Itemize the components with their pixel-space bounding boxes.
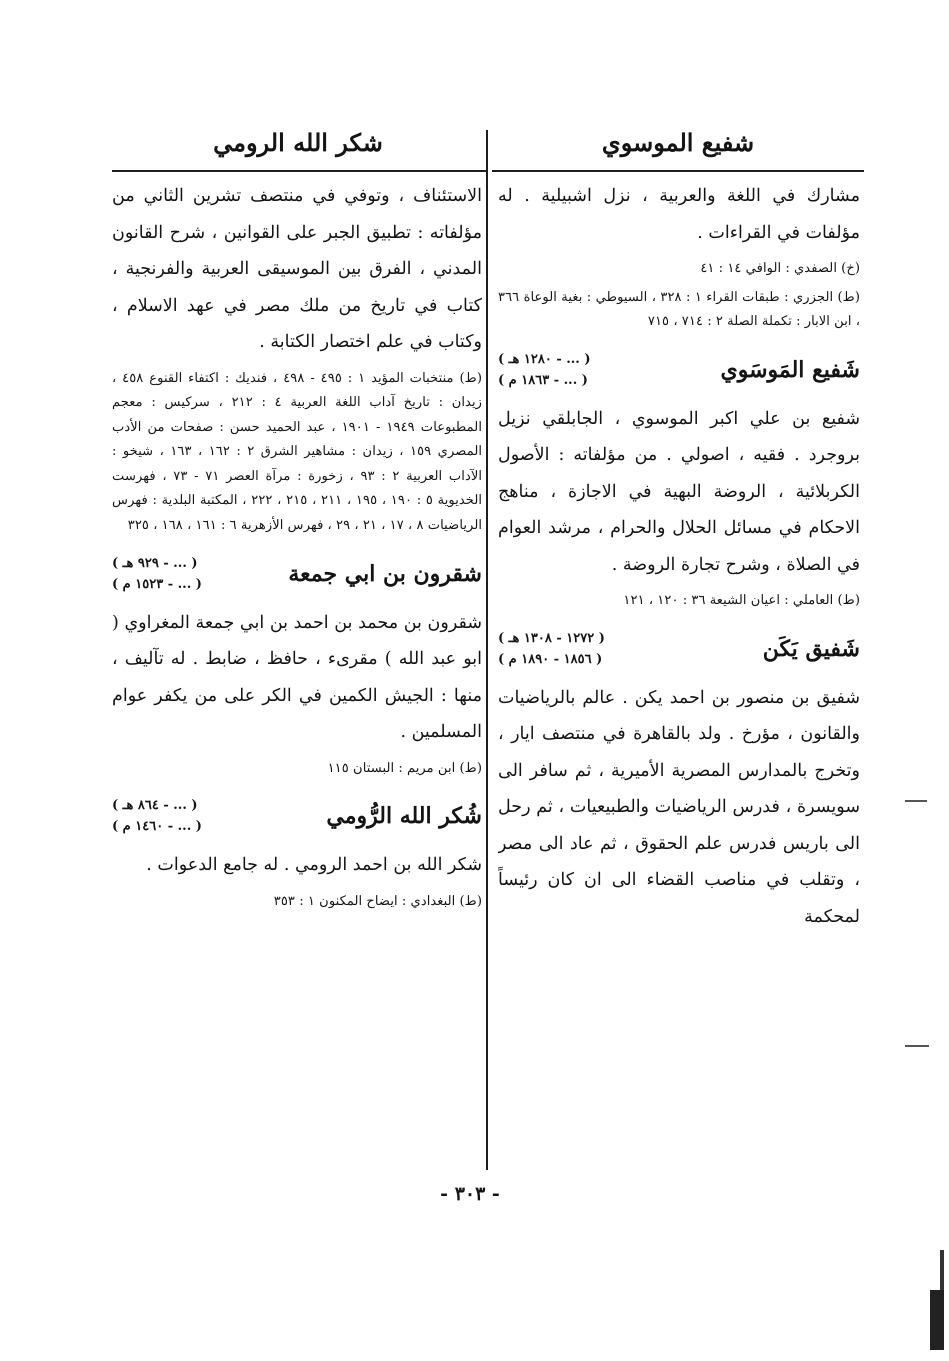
entry-body: شفيع بن علي اكبر الموسوي ، الجابلقي نزيل بروجرد . فقيه ، اصولي . من مؤلفاته : الأصول الكربلائية ، الروضة البهية في الاجازة ، مناهج الاحكام في مسائل الحلال والحرام ، مرشد العوام في الصلاة ، وشرح تجارة الروضة .	[498, 408, 860, 575]
source-citation: (ط) العاملي : اعيان الشيعة ٣٦ : ١٢٠ ، ١٢١	[623, 593, 860, 609]
header-rule-left	[112, 170, 486, 172]
entry-heading	[112, 545, 482, 603]
entry-heading	[498, 620, 860, 678]
column-divider	[486, 130, 488, 1170]
source-citation: (ط) ابن مريم : البستان ١١٥	[327, 760, 482, 776]
right-column	[498, 178, 860, 1170]
date-hijri: ( ... - ٨٦٤ هـ )	[112, 798, 198, 814]
scan-mark	[940, 1250, 944, 1290]
page-number: - ٣٠٣ -	[440, 1183, 500, 1205]
date-hijri: ( ١٢٧٢ - ١٣٠٨ هـ )	[498, 630, 605, 646]
date-gregorian: ( ... - ١٤٦٠ م )	[112, 819, 202, 835]
date-gregorian: ( ... - ١٨٦٣ م )	[498, 372, 588, 388]
entry-body: شكر الله بن احمد الرومي . له جامع الدعوات .	[146, 855, 482, 876]
date-gregorian: ( ١٨٥٦ - ١٨٩٠ م )	[498, 651, 603, 667]
entry-heading	[112, 787, 482, 845]
entry-body: شفيق بن منصور بن احمد يكن . عالم بالرياضيات والقانون ، مؤرخ . ولد بالقاهرة في منتصف ايار ، وتخرج بالمدارس المصرية الأميرية ، ثم سافر الى سويسرة ، فدرس الرياضيات والطبيعيات ، ثم رحل الى باريس فدرس علم الحقوق ، ثم عاد الى مصر ، وتقلب في مناصب القضاء الى ان كان رئيساً لمحكمة	[498, 687, 860, 927]
date-hijri: ( ... - ١٢٨٠ هـ )	[498, 351, 591, 367]
left-column	[112, 178, 482, 1170]
scan-mark	[905, 1045, 929, 1047]
date-gregorian: ( ... - ١٥٢٣ م )	[112, 576, 202, 592]
entry-name: شُكر الله الرُّومي	[326, 803, 482, 830]
source-citation: (ط) الجزري : طبقات القراء ١ : ٣٢٨ ، السيوطي : بغية الوعاة ٣٦٦ ، ابن الابار : تكملة الصلة ٢ : ٧١٤ ، ٧١٥	[498, 289, 860, 330]
entry-name: شقرون بن ابي جمعة	[288, 560, 482, 587]
header-rule-right	[492, 170, 864, 172]
scan-mark	[930, 1290, 944, 1350]
entry-name: شَفيق يَكَن	[762, 635, 860, 662]
entry-body: شقرون بن محمد بن احمد بن ابي جمعة المغراوي ( ابو عبد الله ) مقرىء ، حافظ ، ضابط . له تآليف ، منها : الجيش الكمين في الكر على من يكفر عوام المسلمين .	[112, 612, 482, 743]
entry-dates	[498, 349, 591, 391]
entry-dates	[112, 795, 202, 837]
entry-dates	[112, 553, 202, 595]
date-hijri: ( ... - ٩٢٩ هـ )	[112, 555, 198, 571]
scan-mark	[905, 800, 927, 802]
continuation-text: مشارك في اللغة والعربية ، نزل اشبيلية . له مؤلفات في القراءات .	[498, 186, 860, 243]
source-citation: (ط) البغدادي : ايضاح المكنون ١ : ٣٥٣	[273, 893, 482, 909]
running-header-right: شفيع الموسوي	[601, 128, 755, 157]
entry-name: شَفيع المَوسَوي	[720, 356, 860, 383]
continuation-text: الاستئناف ، وتوفي في منتصف تشرين الثاني من مؤلفاته : تطبيق الجبر على القوانين ، شرح القانون المدني ، الفرق بين الموسيقى العربية والفرنجية ، كتاب في تاريخ من ملك مصر في عهد الاسلام ، وكتاب في علم اختصار الكتابة .	[112, 186, 482, 352]
running-header-left: شكر الله الرومي	[213, 128, 383, 157]
source-citation: (ط) منتخبات المؤيد ١ : ٤٩٥ - ٤٩٨ ، فنديك : اكتفاء القنوع ٤٥٨ ، زيدان : تاريخ آداب اللغة العربية ٤ : ٢١٢ ، سركيس : معجم المطبوعات ١٩٤٩ - ١٩٠١ ، عبد الحميد حسن : صفحات من الأدب المصري ١٥٩ ، زيدان : مشاهير الشرق ٢ : ١٦٢ ، ١٦٣ ، شيخو : الآداب العربية ٢ : ٩٣ ، زخورة : مرآة العصر ٧١ - ٧٣ ، فهرست الخديوية ٥ : ١٩٠ ، ١٩٥ ، ٢١١ ، ٢١٥ ، ٢٢٢ ، المكتبة البلدية : فهرس الرياضيات ٨ ، ١٧ ، ٢١ ، ٢٩ ، فهرس الأزهرية ٦ : ١٦١ ، ١٦٨ ، ٣٢٥	[112, 370, 482, 534]
source-citation: (خ) الصفدي : الوافي ١٤ : ٤١	[700, 261, 860, 276]
entry-dates	[498, 628, 605, 670]
entry-heading	[498, 341, 860, 399]
